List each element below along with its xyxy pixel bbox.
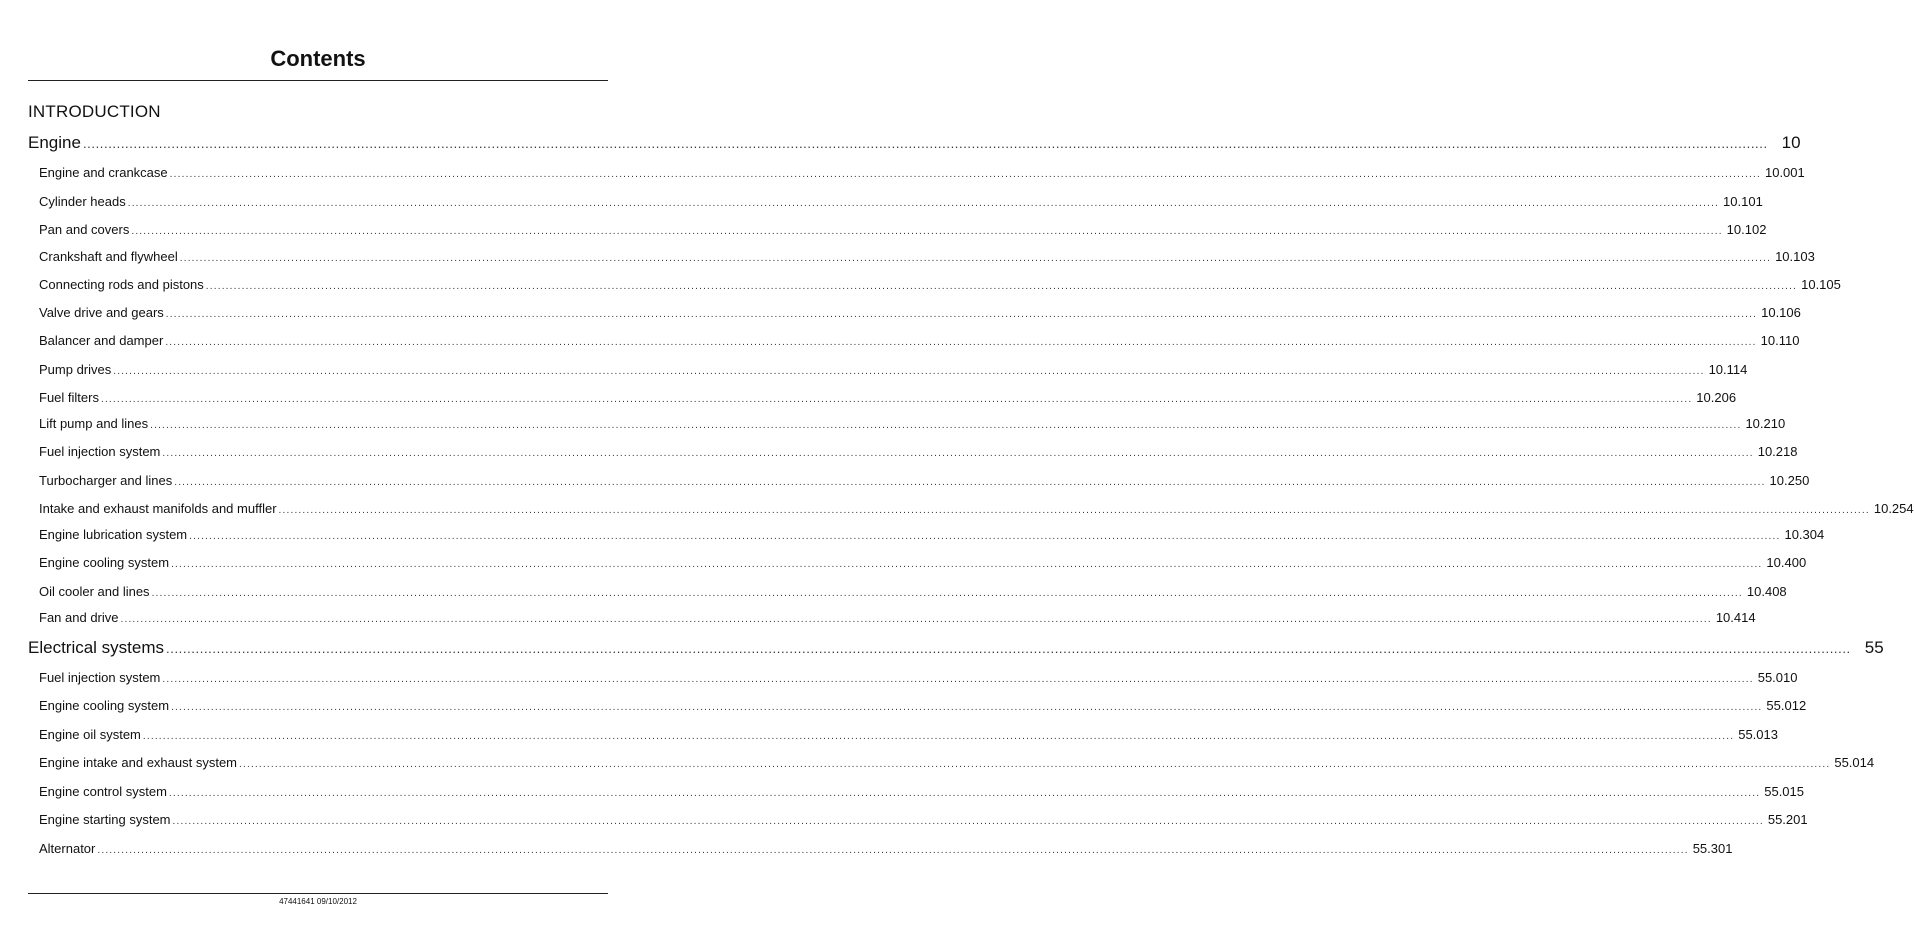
toc-entry-title: Engine	[28, 133, 81, 152]
toc-entry-title: Crankshaft and flywheel	[39, 249, 178, 264]
dot-leader: ................................................................................................................................................................................................................................................................................................................................................................................................................	[205, 281, 1798, 292]
dot-leader: ................................................................................................................................................................................................................................................................................................................................................................................................................	[113, 366, 1705, 377]
toc-entry[interactable]	[39, 754, 1875, 774]
toc-entry[interactable]	[39, 389, 1737, 409]
toc-entry[interactable]	[39, 811, 1808, 831]
dot-leader: ................................................................................................................................................................................................................................................................................................................................................................................................................	[142, 731, 1735, 742]
toc-entry-title: Pump drives	[39, 362, 112, 377]
toc-entry-title: Engine control system	[39, 784, 167, 799]
toc-entry[interactable]	[39, 193, 1763, 213]
toc-entry-page-number: 10.210	[1745, 416, 1786, 431]
toc-entry[interactable]	[39, 783, 1804, 803]
page-title: Contents	[270, 46, 366, 71]
toc-entry-page-number: 10.206	[1696, 390, 1737, 405]
dot-leader: ................................................................................................................................................................................................................................................................................................................................................................................................................	[151, 588, 1743, 599]
toc-entry-page-number: 55	[1864, 638, 1884, 657]
toc-entry-page-number: 10.254	[1873, 501, 1914, 516]
toc-entry-title: Engine lubrication system	[39, 527, 188, 542]
toc-entry-title: Engine oil system	[39, 727, 141, 742]
toc-entry-page-number: 10.103	[1775, 249, 1815, 264]
dot-leader: ................................................................................................................................................................................................................................................................................................................................................................................................................	[278, 505, 1870, 516]
toc-entry-title: Pan and covers	[39, 222, 130, 237]
toc-entry-title: Engine and crankcase	[39, 165, 168, 180]
dot-leader: ................................................................................................................................................................................................................................................................................................................................................................................................................	[131, 226, 1723, 237]
toc-entry-title: Balancer and damper	[39, 333, 164, 348]
toc-entry[interactable]	[39, 500, 1914, 520]
toc-entry-page-number: 55.013	[1738, 727, 1778, 742]
toc-entry-page-number: 10.250	[1769, 473, 1810, 488]
dot-leader: ................................................................................................................................................................................................................................................................................................................................................................................................................	[165, 309, 1758, 320]
toc-section-entry[interactable]	[28, 637, 1884, 660]
introduction-heading: INTRODUCTION	[28, 102, 161, 121]
dot-leader: ................................................................................................................................................................................................................................................................................................................................................................................................................	[171, 702, 1763, 713]
toc-entry-page-number: 10.114	[1708, 362, 1748, 377]
toc-entry-title: Intake and exhaust manifolds and muffler	[39, 501, 277, 516]
toc-entry[interactable]	[39, 526, 1825, 546]
dot-leader: ................................................................................................................................................................................................................................................................................................................................................................................................................	[162, 448, 1754, 459]
toc-entry-title: Turbocharger and lines	[39, 473, 173, 488]
dot-leader: ................................................................................................................................................................................................................................................................................................................................................................................................................	[166, 641, 1851, 656]
footer-document-id: 47441641 09/10/2012	[279, 897, 357, 906]
toc-entry-page-number: 55.012	[1766, 698, 1807, 713]
dot-leader: ................................................................................................................................................................................................................................................................................................................................................................................................................	[169, 169, 1761, 180]
toc-entry[interactable]	[39, 332, 1800, 352]
toc-entry-page-number: 55.301	[1692, 841, 1733, 856]
dot-leader: ................................................................................................................................................................................................................................................................................................................................................................................................................	[127, 198, 1720, 209]
toc-entry-title: Cylinder heads	[39, 194, 126, 209]
footer-divider	[28, 893, 608, 894]
toc-entry-title: Electrical systems	[28, 638, 165, 657]
toc-entry[interactable]	[39, 726, 1778, 746]
toc-entry[interactable]	[39, 472, 1810, 492]
toc-entry-page-number: 10.106	[1761, 305, 1801, 320]
toc-entry-title: Oil cooler and lines	[39, 584, 150, 599]
toc-entry-page-number: 10.414	[1715, 610, 1756, 625]
dot-leader: ................................................................................................................................................................................................................................................................................................................................................................................................................	[168, 788, 1761, 799]
toc-entry-title: Connecting rods and pistons	[39, 277, 204, 292]
toc-entry[interactable]	[39, 443, 1798, 463]
toc-entry-page-number: 10.400	[1766, 555, 1807, 570]
toc-entry-page-number: 10.001	[1764, 165, 1805, 180]
toc-entry-title: Fan and drive	[39, 610, 119, 625]
toc-entry[interactable]	[39, 248, 1815, 268]
toc-entry-title: Engine intake and exhaust system	[39, 755, 238, 770]
dot-leader: ................................................................................................................................................................................................................................................................................................................................................................................................................	[171, 559, 1763, 570]
dot-leader: ................................................................................................................................................................................................................................................................................................................................................................................................................	[179, 253, 1772, 264]
toc-entry-title: Fuel filters	[39, 390, 99, 405]
toc-entry-title: Engine starting system	[39, 812, 171, 827]
toc-entry-page-number: 10.110	[1760, 333, 1800, 348]
dot-leader: ................................................................................................................................................................................................................................................................................................................................................................................................................	[82, 136, 1768, 151]
toc-entry[interactable]	[39, 583, 1787, 603]
toc-entry[interactable]	[39, 164, 1805, 184]
toc-entry[interactable]	[39, 669, 1798, 689]
toc-entry-page-number: 10	[1781, 133, 1801, 152]
toc-section-entry[interactable]	[28, 132, 1801, 155]
toc-entry-title: Alternator	[39, 841, 96, 856]
dot-leader: ................................................................................................................................................................................................................................................................................................................................................................................................................	[189, 531, 1781, 542]
toc-entry-page-number: 10.304	[1784, 527, 1825, 542]
toc-entry[interactable]	[39, 304, 1801, 324]
toc-entry[interactable]	[39, 221, 1767, 241]
toc-entry-page-number: 10.408	[1746, 584, 1787, 599]
toc-entry-title: Valve drive and gears	[39, 305, 164, 320]
toc-entry-title: Lift pump and lines	[39, 416, 149, 431]
dot-leader: ................................................................................................................................................................................................................................................................................................................................................................................................................	[120, 614, 1712, 625]
dot-leader: ................................................................................................................................................................................................................................................................................................................................................................................................................	[174, 477, 1766, 488]
toc-entry-page-number: 55.201	[1767, 812, 1808, 827]
toc-entry-title: Fuel injection system	[39, 444, 161, 459]
dot-leader: ................................................................................................................................................................................................................................................................................................................................................................................................................	[165, 337, 1757, 348]
toc-entry[interactable]	[39, 276, 1841, 296]
toc-entry-page-number: 10.101	[1723, 194, 1763, 209]
toc-entry[interactable]	[39, 554, 1807, 574]
toc-entry-title: Fuel injection system	[39, 670, 161, 685]
toc-entry-page-number: 55.015	[1764, 784, 1804, 799]
toc-entry-page-number: 55.014	[1834, 755, 1875, 770]
dot-leader: ................................................................................................................................................................................................................................................................................................................................................................................................................	[97, 845, 1689, 856]
dot-leader: ................................................................................................................................................................................................................................................................................................................................................................................................................	[239, 759, 1831, 770]
dot-leader: ................................................................................................................................................................................................................................................................................................................................................................................................................	[150, 420, 1742, 431]
toc-entry-title: Engine cooling system	[39, 555, 170, 570]
toc-entry-page-number: 10.102	[1726, 222, 1767, 237]
dot-leader: ................................................................................................................................................................................................................................................................................................................................................................................................................	[100, 394, 1693, 405]
toc-entry-title: Engine cooling system	[39, 698, 170, 713]
dot-leader: ................................................................................................................................................................................................................................................................................................................................................................................................................	[172, 816, 1764, 827]
toc-entry-page-number: 55.010	[1757, 670, 1798, 685]
toc-entry[interactable]	[39, 697, 1807, 717]
dot-leader: ................................................................................................................................................................................................................................................................................................................................................................................................................	[162, 674, 1754, 685]
toc-entry[interactable]	[39, 361, 1748, 381]
toc-entry-page-number: 10.105	[1801, 277, 1841, 292]
toc-entry[interactable]	[39, 840, 1733, 860]
toc-entry[interactable]	[39, 415, 1786, 435]
toc-entry[interactable]	[39, 609, 1756, 629]
toc-entry-page-number: 10.218	[1757, 444, 1798, 459]
